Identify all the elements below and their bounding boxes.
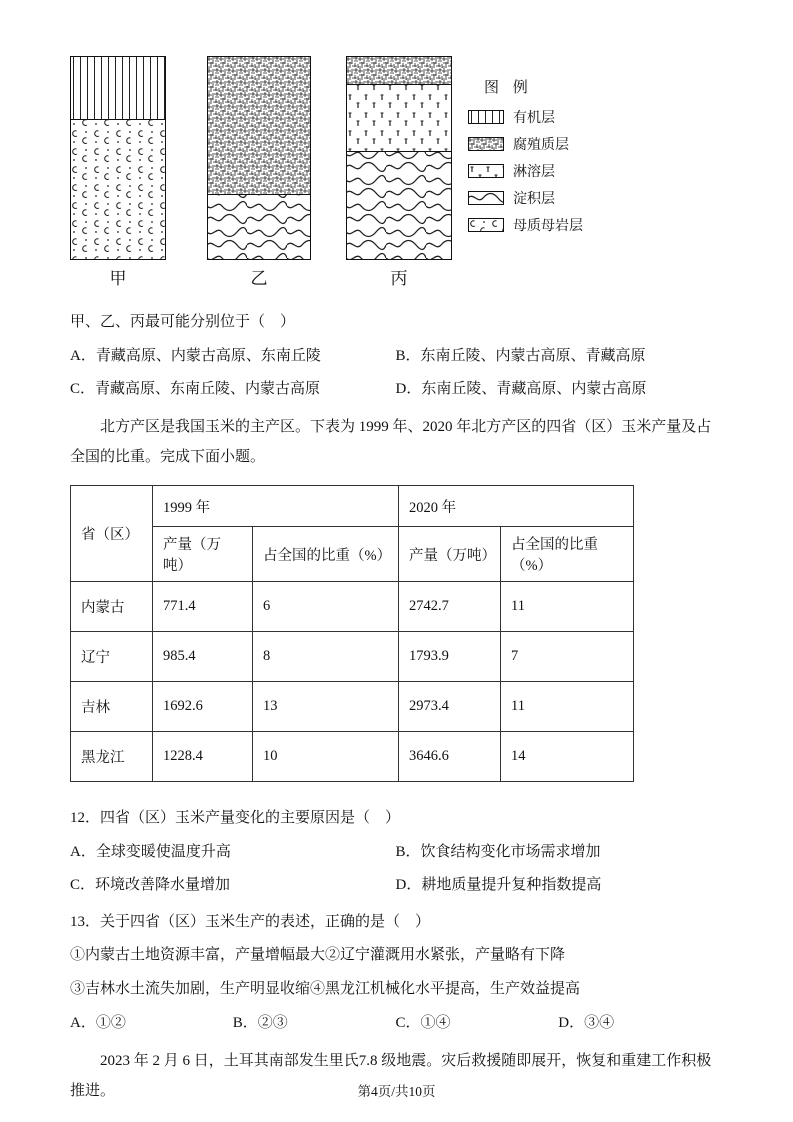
table-header-1999: 1999 年 bbox=[153, 486, 399, 527]
q12-option-a: A．全球变暖使温度升高 bbox=[70, 843, 231, 860]
soil-column-bing bbox=[346, 56, 452, 260]
cell-share-2020: 11 bbox=[501, 682, 634, 732]
legend-label-humus: 腐殖质层 bbox=[513, 138, 569, 153]
soil-column-yi bbox=[207, 56, 311, 260]
cell-province: 黑龙江 bbox=[71, 732, 153, 782]
q12-options-row-1 bbox=[70, 838, 721, 867]
table-row bbox=[71, 732, 634, 782]
legend-label-illuvial: 淀积层 bbox=[513, 192, 555, 207]
cell-share-1999: 10 bbox=[253, 732, 399, 782]
table-header-province: 省（区） bbox=[71, 486, 153, 582]
soil-column-jia bbox=[70, 56, 166, 260]
legend-label-parent: 母质母岩层 bbox=[513, 219, 583, 234]
q11-option-d: D．东南丘陵、青藏高原、内蒙古高原 bbox=[395, 381, 647, 397]
table-row bbox=[71, 582, 634, 632]
legend-item-parent bbox=[468, 215, 583, 235]
q11-option-a: A．青藏高原、内蒙古高原、东南丘陵 bbox=[70, 347, 321, 364]
q11-options-row-1 bbox=[70, 342, 721, 371]
q13-option-a: A．①② bbox=[70, 1015, 126, 1031]
soil-profile-diagram bbox=[70, 56, 721, 300]
table-subheader-share-1999: 占全国的比重（%） bbox=[253, 527, 399, 582]
cell-output-1999: 1228.4 bbox=[153, 732, 253, 782]
legend-swatch-humus-icon bbox=[468, 137, 504, 151]
cell-province: 内蒙古 bbox=[71, 582, 153, 632]
cell-share-2020: 7 bbox=[501, 632, 634, 682]
legend-swatch-illuvial-icon bbox=[468, 191, 504, 205]
q13-option-c: C．①④ bbox=[395, 1015, 451, 1031]
q11-options-row-2 bbox=[70, 375, 721, 404]
cell-output-2020: 1793.9 bbox=[399, 632, 501, 682]
q11-stem: 甲、乙、丙最可能分别位于（ ） bbox=[70, 314, 296, 330]
cell-output-1999: 1692.6 bbox=[153, 682, 253, 732]
q13-statement-1: ①内蒙古土地资源丰富，产量增幅最大②辽宁灌溉用水紧张，产量略有下降 bbox=[70, 947, 566, 963]
q12-option-d: D．耕地质量提升复种指数提高 bbox=[395, 877, 602, 893]
table-row bbox=[71, 682, 634, 732]
table-header-2020: 2020 年 bbox=[399, 486, 634, 527]
cell-share-1999: 13 bbox=[253, 682, 399, 732]
q13-option-d: D．③④ bbox=[558, 1015, 615, 1031]
legend bbox=[468, 76, 583, 242]
q12-stem: 12．四省（区）玉米产量变化的主要原因是（ ） bbox=[70, 810, 401, 826]
table-subheader-output-1999: 产量（万吨） bbox=[153, 527, 253, 582]
q12-option-b: B．饮食结构变化市场需求增加 bbox=[395, 843, 601, 860]
soil-column-yi-label: 乙 bbox=[250, 269, 268, 288]
legend-swatch-organic-icon bbox=[468, 110, 504, 124]
cell-share-1999: 8 bbox=[253, 632, 399, 682]
corn-intro-paragraph: 北方产区是我国玉米的主产区。下表为 1999 年、2020 年北方产区的四省（区）玉米产量及占全国的比重。完成下面小题。 bbox=[70, 418, 712, 466]
q12-options-row-2 bbox=[70, 871, 721, 900]
legend-swatch-parent-icon bbox=[468, 218, 504, 232]
q13-option-b: B．②③ bbox=[232, 1015, 288, 1031]
table-header-row-years bbox=[71, 486, 634, 527]
table-row bbox=[71, 632, 634, 682]
q12-option-c: C．环境改善降水量增加 bbox=[70, 877, 231, 893]
q13-statement-2: ③吉林水土流失加剧，生产明显收缩④黑龙江机械化水平提高，生产效益提高 bbox=[70, 981, 581, 997]
table-subheader-output-2020: 产量（万吨） bbox=[399, 527, 501, 582]
cell-share-2020: 14 bbox=[501, 732, 634, 782]
q13-stem: 13．关于四省（区）玉米生产的表述，正确的是（ ） bbox=[70, 913, 431, 930]
cell-output-1999: 771.4 bbox=[153, 582, 253, 632]
q13-options-row bbox=[70, 1009, 721, 1038]
cell-output-1999: 985.4 bbox=[153, 632, 253, 682]
cell-share-2020: 11 bbox=[501, 582, 634, 632]
cell-output-2020: 2973.4 bbox=[399, 682, 501, 732]
cell-share-1999: 6 bbox=[253, 582, 399, 632]
legend-item-humus bbox=[468, 134, 583, 154]
earthquake-intro-paragraph: 2023 年 2 月 6 日，土耳其南部发生里氏7.8 级地震。灾后救援随即展开，恢复和重建工作积极推进。 bbox=[70, 1052, 712, 1100]
soil-column-bing-label: 丙 bbox=[390, 269, 408, 288]
cell-output-2020: 3646.6 bbox=[399, 732, 501, 782]
legend-item-illuvial bbox=[468, 188, 583, 208]
legend-swatch-leached-icon bbox=[468, 164, 504, 178]
cell-province: 辽宁 bbox=[71, 632, 153, 682]
legend-label-organic: 有机层 bbox=[513, 111, 555, 126]
legend-title: 图 例 bbox=[484, 80, 533, 96]
q11-option-c: C．青藏高原、东南丘陵、内蒙古高原 bbox=[70, 381, 321, 397]
legend-item-leached bbox=[468, 161, 583, 181]
q11-option-b: B．东南丘陵、内蒙古高原、青藏高原 bbox=[395, 347, 646, 364]
table-header-row-sub bbox=[71, 527, 634, 582]
cell-province: 吉林 bbox=[71, 682, 153, 732]
soil-column-jia-label: 甲 bbox=[109, 269, 127, 288]
cell-output-2020: 2742.7 bbox=[399, 582, 501, 632]
corn-production-table bbox=[70, 485, 634, 782]
table-subheader-share-2020: 占全国的比重（%） bbox=[501, 527, 634, 582]
legend-label-leached: 淋溶层 bbox=[513, 165, 555, 180]
page-footer: 第4页/共10页 bbox=[357, 1084, 436, 1099]
legend-item-organic bbox=[468, 107, 583, 127]
